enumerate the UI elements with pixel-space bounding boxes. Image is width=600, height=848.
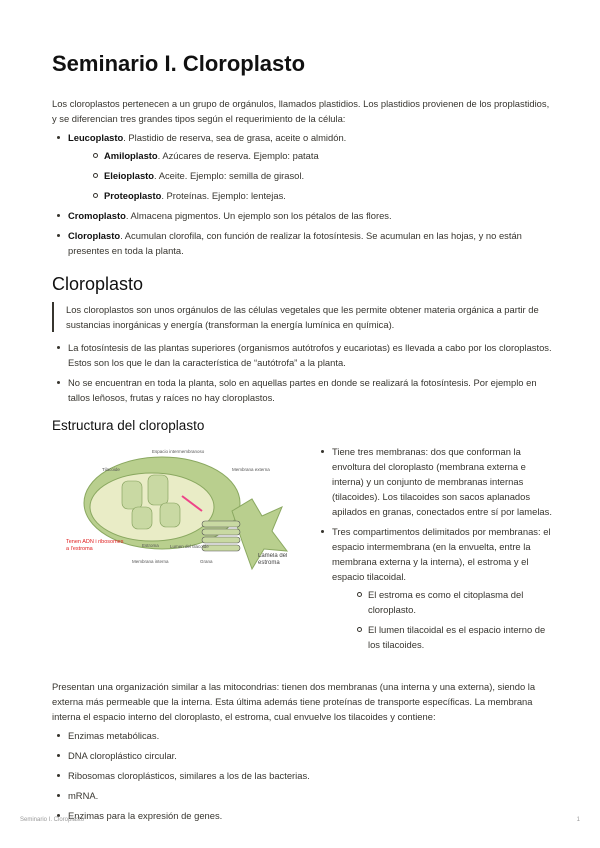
intro-paragraph: Los cloroplastos pertenecen a un grupo de orgánulos, llamados plastidios. Los plastidios provienen de los proplastidios, y se diferencian tres grandes tipos según el requerimiento de la célula:: [52, 98, 550, 124]
list-item: El lumen tilacoidal es el espacio interno de los tilacoides.: [352, 622, 552, 652]
page-number: 1: [576, 817, 580, 823]
list-item: Amiloplasto. Azúcares de reserva. Ejemplo: patata: [88, 148, 552, 163]
page-footer: [20, 813, 580, 828]
chloroplast-diagram: [52, 441, 302, 579]
label-lamela: Lamela del estroma: [258, 553, 288, 566]
list-item: Cloroplasto. Acumulan clorofila, con función de realizar la fotosíntesis. Se acumulan en las hojas, y no están presentes en toda la planta.: [52, 228, 552, 258]
list-item: Enzimas metabólicas.: [52, 728, 552, 743]
list-item: Enzimas para la expresión de genes.: [52, 808, 552, 823]
label-membrana-interna: Membrana interna: [132, 559, 169, 564]
list-item: La fotosíntesis de las plantas superiores (organismos autótrofos y eucariotas) es llevada a cabo por los cloroplastos. Estos son los que le dan la característica de “autótrofa” a la planta.: [52, 340, 552, 370]
label-membrana-externa: Membrana externa: [232, 467, 270, 472]
list-item: El estroma es como el citoplasma del cloroplasto.: [352, 587, 552, 617]
list-item: mRNA.: [52, 788, 552, 803]
organization-paragraph: Presentan una organización similar a las mitocondrias: tienen dos membranas (una interna y una externa), siendo la externa más permeable que la interna. Esta última además tiene proteínas de transporte específicas. La membrana interna el espacio interno del cloroplasto, el estroma, cual envuelve los tilacoides y contiene:: [52, 681, 536, 722]
list-item: Tres compartimentos delimitados por membranas: el espacio intermembrana (en la envuelta, entre la membrana externa y la interna), el estroma y el espacio tilacoidal. El estroma es como el citoplasma del cloroplasto. El lumen tilacoidal es el espacio interno de los tilacoides.: [316, 524, 552, 652]
definition-quote: Los cloroplastos son unos orgánulos de las células vegetales que les permite obtener materia orgánica a partir de sustancias inorgánicas y energía (transforman la energía lumínica en química).: [52, 302, 552, 332]
list-item: Leucoplasto. Plastidio de reserva, sea de grasa, aceite o almidón. Amiloplasto. Azúcares de reserva. Ejemplo: patata Eleioplasto. Aceite. Ejemplo: semilla de girasol. Proteoplasto. Proteínas. Ejemplo: lentejas.: [52, 130, 552, 203]
label-tilacoide: Tilacoide: [102, 467, 120, 472]
list-item: Ribosomas cloroplásticos, similares a los de las bacterias.: [52, 768, 552, 783]
label-grana: Grana: [200, 559, 213, 564]
section-heading: Cloroplasto: [52, 274, 144, 294]
label-espacio: Espacio intermembranoso: [152, 449, 205, 454]
label-lumen: Lumen del tilacoide: [170, 544, 209, 549]
list-item: Proteoplasto. Proteínas. Ejemplo: lentejas.: [88, 188, 552, 203]
page-title: Seminario I. Cloroplasto: [52, 51, 306, 76]
plastid-types-list: [52, 130, 552, 258]
list-item: Tiene tres membranas: dos que conforman la envoltura del cloroplasto (membrana externa e interna) y un conjunto de membranas internas (tilacoides). Los tilacoides son sacos aplanados apilados en granas, conectados entre sí por lamelas.: [316, 444, 552, 519]
subsection-heading: Estructura del cloroplasto: [52, 418, 205, 433]
list-item: No se encuentran en toda la planta, solo en aquellas partes en donde se realizará la fotosíntesis. Por ejemplo en tallos leñosos, frutas y raíces no hay cloroplastos.: [52, 375, 552, 405]
label-estroma: Estroma: [142, 543, 159, 548]
list-item: DNA cloroplástico circular.: [52, 748, 552, 763]
footer-title: Seminario I. Cloroplasto: [20, 817, 85, 823]
figure-note: Tenen ADN i ribosomes a l'estroma: [66, 539, 124, 552]
list-item: Cromoplasto. Almacena pigmentos. Un ejemplo son los pétalos de las flores.: [52, 208, 552, 223]
document-page: [52, 50, 552, 828]
list-item: Eleioplasto. Aceite. Ejemplo: semilla de girasol.: [88, 168, 552, 183]
